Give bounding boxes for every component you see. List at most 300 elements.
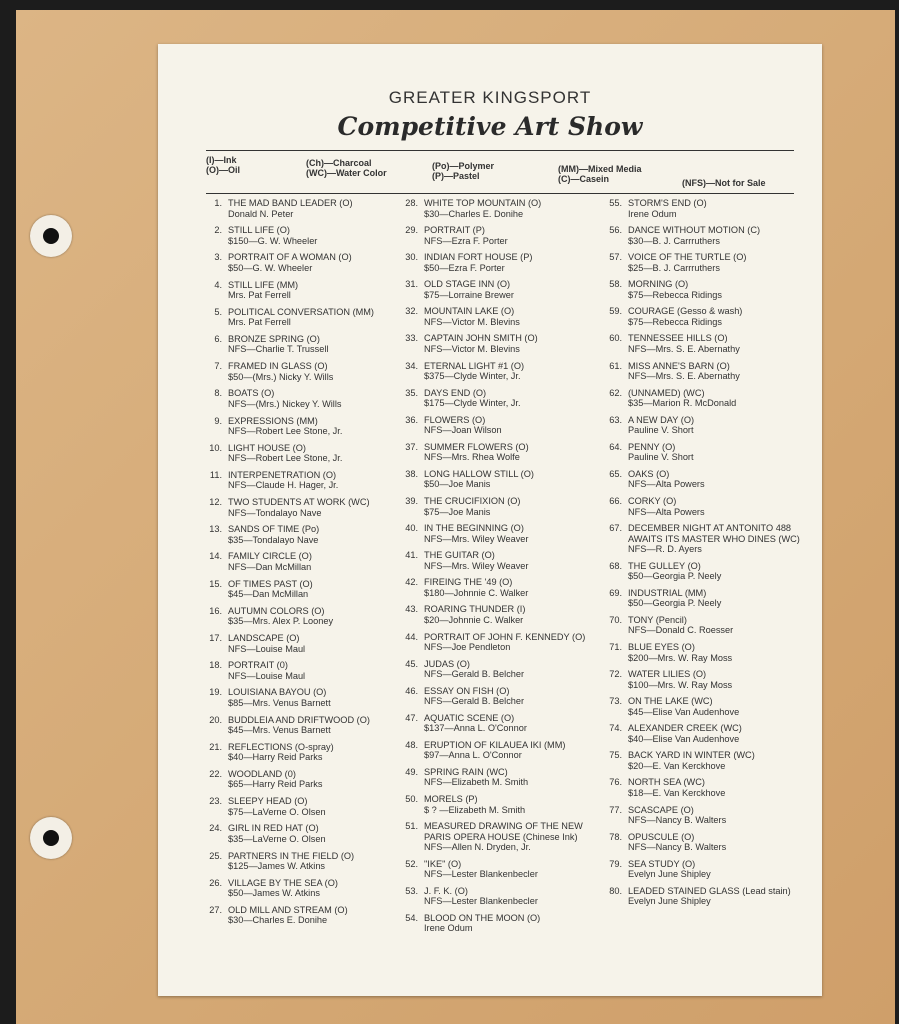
- entry-artist: NFS—Allen N. Dryden, Jr.: [424, 842, 531, 853]
- entry-number: 44.: [405, 631, 418, 642]
- entry-artist: NFS—Nancy B. Walters: [628, 815, 727, 826]
- artwork-entry: [398, 604, 606, 625]
- entry-number: 67.: [609, 523, 622, 534]
- entry-title: JUDAS (O): [424, 658, 470, 669]
- entry-title: ETERNAL LIGHT #1 (O): [424, 360, 525, 371]
- artwork-entry: [602, 588, 810, 609]
- artwork-entry: [602, 777, 810, 798]
- legend-polymer: (Po)—Polymer: [432, 161, 495, 171]
- entry-title: STILL LIFE (O): [228, 225, 290, 236]
- entries-column-3: [602, 198, 810, 913]
- entry-number: 75.: [609, 750, 622, 761]
- artwork-entry: [202, 823, 410, 844]
- entry-artist: $180—Johnnie C. Walker: [424, 587, 529, 598]
- artwork-entry: [602, 469, 810, 490]
- binder-hole-bottom: [30, 817, 72, 859]
- artwork-entry: [202, 687, 410, 708]
- entry-artist: $35—LaVerne O. Olsen: [228, 833, 326, 844]
- entry-artist: $30—B. J. Carrruthers: [628, 235, 720, 246]
- entry-number: 64.: [609, 441, 622, 452]
- legend-watercolor: (WC)—Water Color: [306, 168, 387, 178]
- artwork-entry: [602, 252, 810, 273]
- entry-artist: $30—Charles E. Donihe: [228, 915, 328, 926]
- entry-number: 35.: [405, 387, 418, 398]
- entry-number: 60.: [609, 333, 622, 344]
- entry-number: 47.: [405, 712, 418, 723]
- artwork-entry: [202, 633, 410, 654]
- entry-title: INDIAN FORT HOUSE (P): [424, 252, 533, 263]
- entry-number: 77.: [609, 804, 622, 815]
- entry-artist: NFS—Victor M. Blevins: [424, 316, 520, 327]
- program-sheet: [158, 44, 822, 996]
- entry-title: SEA STUDY (O): [628, 858, 696, 869]
- artwork-entry: [202, 198, 410, 219]
- artwork-entry: [202, 796, 410, 817]
- entry-title: LOUISIANA BAYOU (O): [228, 687, 327, 698]
- entry-artist: $50—Ezra F. Porter: [424, 262, 505, 273]
- entry-title: LONG HALLOW STILL (O): [424, 468, 534, 479]
- entry-number: 42.: [405, 577, 418, 588]
- entry-artist: $35—Tondalayo Nave: [228, 534, 319, 545]
- entry-title: ROARING THUNDER (I): [424, 604, 526, 615]
- entry-title: A NEW DAY (O): [628, 414, 695, 425]
- artwork-entry: [398, 523, 606, 544]
- artwork-entry: [602, 198, 810, 219]
- entry-number: 45.: [405, 658, 418, 669]
- entry-number: 8.: [214, 388, 222, 399]
- legend-casein: (C)—Casein: [558, 174, 610, 184]
- artwork-entry: [602, 388, 810, 409]
- entry-number: 72.: [609, 669, 622, 680]
- entry-artist: NFS—Charlie T. Trussell: [228, 344, 329, 355]
- artwork-entry: [202, 307, 410, 328]
- artwork-entry: [202, 470, 410, 491]
- entry-number: 43.: [405, 604, 418, 615]
- legend-col4: [558, 164, 642, 184]
- entry-artist: $100—Mrs. W. Ray Moss: [628, 679, 733, 690]
- entry-title: TONY (Pencil): [628, 614, 687, 625]
- entry-number: 26.: [209, 877, 222, 888]
- entry-number: 14.: [209, 551, 222, 562]
- artwork-entry: [602, 696, 810, 717]
- entry-artist: $75—Joe Manis: [424, 506, 491, 517]
- entry-number: 23.: [209, 796, 222, 807]
- entry-artist: $18—E. Van Kerckhove: [628, 787, 726, 798]
- entry-number: 71.: [609, 642, 622, 652]
- entry-artist: $175—Clyde Winter, Jr.: [424, 398, 521, 409]
- artwork-entry: [202, 280, 410, 301]
- entry-number: 6.: [214, 333, 222, 344]
- artwork-entry: [202, 524, 410, 545]
- entry-title: TWO STUDENTS AT WORK (WC): [228, 497, 370, 508]
- entry-artist: $50—G. W. Wheeler: [228, 262, 313, 273]
- entry-number: 21.: [209, 741, 222, 752]
- entry-number: 36.: [405, 414, 418, 425]
- entry-artist: $20—Johnnie C. Walker: [424, 614, 524, 625]
- entry-number: 59.: [609, 306, 622, 317]
- artwork-entry: [202, 905, 410, 926]
- entry-title: WHITE TOP MOUNTAIN (O): [424, 198, 542, 208]
- entry-title: ESSAY ON FISH (O): [424, 685, 510, 696]
- entry-number: 37.: [405, 441, 418, 452]
- artwork-entry: [602, 832, 810, 853]
- entry-title: SPRING RAIN (WC): [424, 766, 508, 777]
- entry-title: FRAMED IN GLASS (O): [228, 361, 328, 372]
- entry-artist: $137—Anna L. O'Connor: [424, 723, 527, 734]
- entry-artist: $25—B. J. Carrruthers: [628, 262, 720, 273]
- artwork-entry: [398, 252, 606, 273]
- artwork-entry: [602, 750, 810, 771]
- entry-number: 25.: [209, 850, 222, 861]
- artwork-entry: [398, 659, 606, 680]
- artwork-entry: [398, 415, 606, 436]
- entry-title: PORTRAIT OF A WOMAN (O): [228, 252, 352, 263]
- entry-title: THE MAD BAND LEADER (O): [228, 198, 353, 208]
- entry-artist: NFS—Joe Pendleton: [424, 642, 511, 652]
- artwork-entry: [602, 225, 810, 246]
- entry-title: LIGHT HOUSE (O): [228, 442, 306, 453]
- entry-number: 11.: [209, 469, 222, 480]
- entry-title: IN THE BEGINNING (O): [424, 523, 524, 534]
- artwork-entry: [398, 913, 606, 934]
- artwork-entry: [398, 496, 606, 517]
- entry-number: 76.: [609, 777, 622, 788]
- artwork-entry: [398, 388, 606, 409]
- entry-title: MORELS (P): [424, 794, 478, 805]
- entries-column-2: [398, 198, 606, 940]
- entry-artist: Pauline V. Short: [628, 425, 694, 436]
- entry-number: 61.: [609, 360, 622, 371]
- artwork-entry: [202, 579, 410, 600]
- entry-artist: NFS—Mrs. S. E. Abernathy: [628, 371, 740, 382]
- entry-number: 34.: [405, 360, 418, 371]
- artwork-entry: [398, 361, 606, 382]
- entry-title: "IKE" (O): [424, 858, 462, 869]
- entry-artist: NFS—Joan Wilson: [424, 425, 502, 436]
- artwork-entry: [398, 794, 606, 815]
- entry-artist: $40—Elise Van Audenhove: [628, 733, 740, 744]
- entry-number: 5.: [214, 306, 222, 317]
- entry-number: 27.: [209, 904, 222, 915]
- entry-number: 15.: [209, 578, 222, 589]
- entry-artist: $50—Georgia P. Neely: [628, 571, 722, 582]
- entry-number: 33.: [405, 333, 418, 344]
- artwork-entry: [398, 821, 606, 853]
- entry-artist: NFS—Tondalayo Nave: [228, 507, 322, 518]
- artwork-entry: [398, 767, 606, 788]
- entry-number: 63.: [609, 414, 622, 425]
- artwork-entry: [602, 333, 810, 354]
- entry-artist: NFS—Ezra F. Porter: [424, 235, 508, 246]
- entry-artist: $375—Clyde Winter, Jr.: [424, 371, 521, 382]
- entry-number: 80.: [609, 885, 622, 896]
- entry-artist: NFS—Mrs. Rhea Wolfe: [424, 452, 520, 463]
- entry-number: 58.: [609, 279, 622, 290]
- entry-artist: $45—Dan McMillan: [228, 589, 309, 600]
- entry-artist: NFS—Alta Powers: [628, 506, 705, 517]
- artwork-entry: [202, 252, 410, 273]
- artwork-entry: [398, 469, 606, 490]
- entry-artist: Pauline V. Short: [628, 452, 694, 463]
- entry-artist: $50—(Mrs.) Nicky Y. Wills: [228, 371, 334, 382]
- artwork-entry: [202, 497, 410, 518]
- entry-artist: NFS—Robert Lee Stone, Jr.: [228, 426, 343, 436]
- entry-title: VOICE OF THE TURTLE (O): [628, 252, 747, 263]
- entry-number: 17.: [209, 633, 222, 643]
- entry-artist: NFS—(Mrs.) Nickey Y. Wills: [228, 398, 342, 409]
- entry-number: 62.: [609, 387, 622, 398]
- entry-title: POLITICAL CONVERSATION (MM): [228, 306, 374, 317]
- entry-number: 1.: [214, 198, 222, 208]
- entry-title: OLD STAGE INN (O): [424, 279, 511, 290]
- entry-number: 30.: [405, 252, 418, 263]
- artwork-entry: [398, 306, 606, 327]
- entry-title: INDUSTRIAL (MM): [628, 587, 707, 598]
- legend-top-rule: [206, 150, 794, 151]
- entry-title: PENNY (O): [628, 441, 676, 452]
- artwork-entry: [398, 632, 606, 653]
- legend-nfs: (NFS)—Not for Sale: [682, 178, 766, 188]
- artwork-entry: [602, 805, 810, 826]
- binder-hole-top: [30, 215, 72, 257]
- entry-artist: NFS—R. D. Ayers: [628, 544, 702, 555]
- artwork-entry: [398, 225, 606, 246]
- entry-number: 20.: [209, 714, 222, 725]
- entry-title: BLUE EYES (O): [628, 642, 695, 652]
- entry-artist: NFS—Robert Lee Stone, Jr.: [228, 453, 343, 464]
- entry-artist: $30—Charles E. Donihe: [424, 208, 524, 219]
- entry-artist: $35—Mrs. Alex P. Looney: [228, 616, 334, 627]
- entry-number: 7.: [214, 361, 222, 372]
- artwork-entry: [398, 198, 606, 219]
- header-line2: Competitive Art Show: [337, 112, 643, 141]
- entry-title: SLEEPY HEAD (O): [228, 796, 308, 807]
- entry-number: 54.: [405, 912, 418, 923]
- artwork-entry: [202, 606, 410, 627]
- entry-artist: Evelyn June Shipley: [628, 869, 711, 880]
- entry-title: (UNNAMED) (WC): [628, 387, 705, 398]
- entry-title: WOODLAND (0): [228, 768, 296, 779]
- artwork-entry: [602, 279, 810, 300]
- entry-artist: NFS—Louise Maul: [228, 670, 306, 681]
- entry-number: 66.: [609, 496, 622, 507]
- artwork-entry: [202, 388, 410, 409]
- entry-artist: NFS—Elizabeth M. Smith: [424, 777, 529, 788]
- entry-title: DANCE WITHOUT MOTION (C): [628, 225, 761, 236]
- artwork-entry: [202, 878, 410, 899]
- entry-title: BUDDLEIA AND DRIFTWOOD (O): [228, 714, 370, 725]
- header-line1: GREATER KINGSPORT: [388, 88, 592, 107]
- entry-number: 29.: [405, 225, 418, 236]
- artwork-entry: [398, 713, 606, 734]
- entry-number: 57.: [609, 252, 622, 263]
- entry-number: 65.: [609, 468, 622, 479]
- entry-title: FAMILY CIRCLE (O): [228, 551, 312, 562]
- entry-artist: $50—James W. Atkins: [228, 888, 320, 899]
- entry-title: REFLECTIONS (O-spray): [228, 741, 334, 752]
- entry-number: 32.: [405, 306, 418, 317]
- legend-oil: (O)—Oil: [206, 165, 240, 175]
- entry-number: 52.: [405, 858, 418, 869]
- artwork-entry: [602, 496, 810, 517]
- entry-title: STILL LIFE (MM): [228, 279, 299, 290]
- entry-artist: $200—Mrs. W. Ray Moss: [628, 652, 733, 663]
- entry-number: 3.: [214, 252, 222, 263]
- entry-artist: NFS—Dan McMillan: [228, 561, 312, 572]
- entry-title: LANDSCAPE (O): [228, 633, 300, 643]
- entry-number: 46.: [405, 685, 418, 696]
- artwork-entry: [202, 416, 410, 437]
- entry-artist: $40—Harry Reid Parks: [228, 752, 323, 763]
- entry-title: AQUATIC SCENE (O): [424, 712, 515, 723]
- entry-number: 18.: [209, 660, 222, 671]
- entry-title: FIREING THE '49 (O): [424, 577, 513, 588]
- entry-artist: NFS—Lester Blankenbecler: [424, 896, 538, 907]
- entry-artist: $45—Mrs. Venus Barnett: [228, 725, 331, 736]
- artwork-entry: [202, 361, 410, 382]
- entry-artist: $65—Harry Reid Parks: [228, 779, 323, 790]
- artwork-entry: [602, 723, 810, 744]
- artwork-entry: [398, 859, 606, 880]
- entry-title: ALEXANDER CREEK (WC): [628, 723, 742, 734]
- entry-artist: $ ? —Elizabeth M. Smith: [424, 804, 526, 815]
- entry-number: 73.: [609, 696, 622, 707]
- entry-title: MORNING (O): [628, 279, 689, 290]
- entry-artist: Donald N. Peter: [228, 208, 294, 219]
- entry-title: CORKY (O): [628, 496, 677, 507]
- entry-title: STORM'S END (O): [628, 198, 707, 208]
- entry-artist: $35—Marion R. McDonald: [628, 398, 737, 409]
- entry-title: PORTRAIT OF JOHN F. KENNEDY (O): [424, 631, 586, 642]
- entry-artist: $50—Georgia P. Neely: [628, 598, 722, 609]
- entry-number: 12.: [209, 497, 222, 508]
- entry-title: SCASCAPE (O): [628, 804, 694, 815]
- legend-mixed-media: (MM)—Mixed Media: [558, 164, 642, 174]
- entry-number: 31.: [405, 279, 418, 290]
- entry-number: 55.: [609, 198, 622, 208]
- entry-artist: $50—Joe Manis: [424, 479, 491, 490]
- entry-number: 24.: [209, 823, 222, 834]
- entry-title: PORTRAIT (0): [228, 660, 288, 671]
- artwork-entry: [202, 851, 410, 872]
- entry-number: 50.: [405, 794, 418, 805]
- artwork-entry: [602, 669, 810, 690]
- entry-artist: NFS—Alta Powers: [628, 479, 705, 490]
- entry-artist: $75—Rebecca Ridings: [628, 316, 722, 327]
- entry-number: 41.: [405, 550, 418, 561]
- entry-title: DAYS END (O): [424, 387, 487, 398]
- entry-artist: NFS—Claude H. Hager, Jr.: [228, 480, 339, 491]
- artwork-entry: [202, 715, 410, 736]
- legend-charcoal: (Ch)—Charcoal: [306, 158, 372, 168]
- entry-artist: NFS—Lester Blankenbecler: [424, 869, 538, 880]
- artwork-entry: [602, 642, 810, 663]
- entry-artist: Mrs. Pat Ferrell: [228, 317, 291, 328]
- entry-title: NORTH SEA (WC): [628, 777, 705, 788]
- artwork-entry: [398, 577, 606, 598]
- entry-number: 49.: [405, 766, 418, 777]
- entry-title: MEASURED DRAWING OF THE NEW PARIS OPERA HOUSE (Chinese Ink): [424, 821, 583, 842]
- artwork-entry: [602, 442, 810, 463]
- entry-artist: $125—James W. Atkins: [228, 861, 326, 871]
- entry-artist: NFS—Gerald B. Belcher: [424, 696, 525, 707]
- legend-col2: [306, 158, 387, 178]
- entry-title: PARTNERS IN THE FIELD (O): [228, 850, 355, 861]
- entry-title: THE GULLEY (O): [628, 560, 701, 571]
- legend-col1: [206, 155, 240, 175]
- artwork-entry: [202, 225, 410, 246]
- entry-title: EXPRESSIONS (MM): [228, 415, 318, 426]
- entry-title: LEADED STAINED GLASS (Lead stain): [628, 885, 791, 896]
- entry-number: 48.: [405, 739, 418, 750]
- entry-number: 2.: [214, 225, 222, 236]
- entry-number: 53.: [405, 885, 418, 896]
- entry-artist: NFS—Louise Maul: [228, 643, 306, 654]
- entry-artist: $75—LaVerne O. Olsen: [228, 806, 326, 817]
- artwork-entry: [602, 415, 810, 436]
- entry-artist: NFS—Victor M. Blevins: [424, 343, 520, 354]
- entry-number: 74.: [609, 723, 622, 734]
- entry-title: SANDS OF TIME (Po): [228, 524, 320, 535]
- entry-artist: $97—Anna L. O'Connor: [424, 750, 522, 761]
- entry-artist: NFS—Mrs. Wiley Weaver: [424, 533, 529, 544]
- entry-title: SUMMER FLOWERS (O): [424, 441, 529, 452]
- entry-artist: NFS—Mrs. S. E. Abernathy: [628, 343, 740, 354]
- entry-number: 4.: [214, 279, 222, 290]
- legend-col3: [432, 161, 494, 181]
- legend-bottom-rule: [206, 193, 794, 194]
- artwork-entry: [398, 686, 606, 707]
- entry-title: OLD MILL AND STREAM (O): [228, 904, 348, 915]
- entry-number: 39.: [405, 496, 418, 507]
- entry-title: MISS ANNE'S BARN (O): [628, 360, 730, 371]
- artwork-entry: [602, 523, 810, 555]
- artwork-entry: [602, 361, 810, 382]
- entry-artist: $75—Lorraine Brewer: [424, 289, 514, 300]
- artwork-entry: [202, 742, 410, 763]
- entry-title: DECEMBER NIGHT AT ANTONITO 488 AWAITS ITS MASTER WHO DINES (WC): [628, 523, 800, 544]
- entry-title: J. F. K. (O): [424, 885, 468, 896]
- legend-pastel: (P)—Pastel: [432, 171, 480, 181]
- entry-artist: $85—Mrs. Venus Barnett: [228, 697, 331, 708]
- artwork-entry: [602, 561, 810, 582]
- entry-artist: NFS—Gerald B. Belcher: [424, 669, 525, 680]
- artwork-entry: [602, 615, 810, 636]
- entry-artist: $75—Rebecca Ridings: [628, 289, 722, 300]
- entry-title: FLOWERS (O): [424, 414, 486, 425]
- artwork-entry: [202, 443, 410, 464]
- entry-artist: Irene Odum: [424, 923, 473, 934]
- entry-number: 13.: [209, 524, 222, 535]
- legend-ink: (I)—Ink: [206, 155, 237, 165]
- entry-number: 19.: [209, 687, 222, 698]
- entry-artist: Irene Odum: [628, 208, 677, 219]
- entry-title: WATER LILIES (O): [628, 669, 707, 680]
- entry-title: ERUPTION OF KILAUEA IKI (MM): [424, 739, 566, 750]
- entry-artist: $45—Elise Van Audenhove: [628, 706, 740, 717]
- entry-number: 38.: [405, 468, 418, 479]
- entry-number: 51.: [405, 821, 418, 832]
- entry-title: MOUNTAIN LAKE (O): [424, 306, 515, 317]
- entry-title: TENNESSEE HILLS (O): [628, 333, 728, 344]
- artwork-entry: [602, 306, 810, 327]
- artwork-entry: [202, 334, 410, 355]
- entry-number: 10.: [209, 442, 222, 453]
- entry-number: 78.: [609, 831, 622, 842]
- artwork-entry: [202, 660, 410, 681]
- artwork-entry: [398, 333, 606, 354]
- entry-number: 69.: [609, 587, 622, 598]
